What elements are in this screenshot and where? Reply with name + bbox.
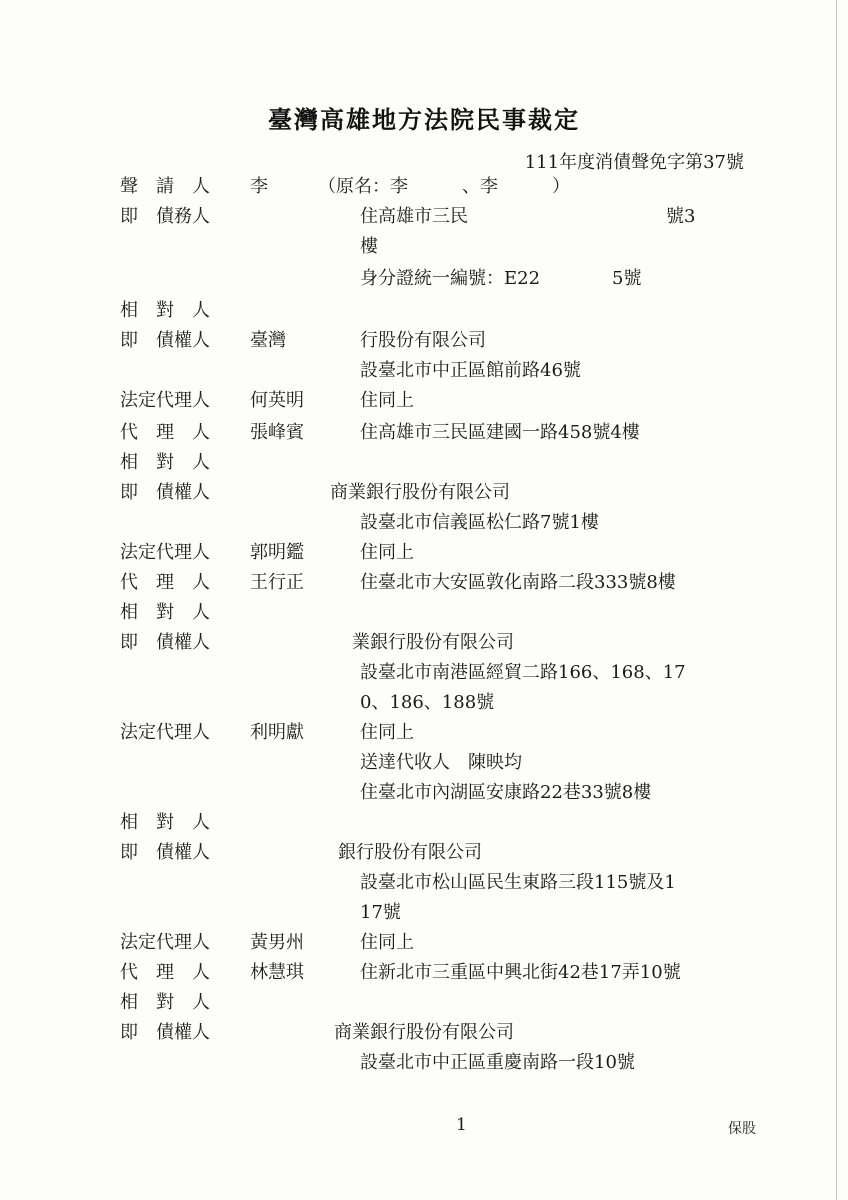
party-address: 行股份有限公司 bbox=[360, 330, 486, 351]
document-title: 臺灣高雄地方法院民事裁定 bbox=[268, 105, 580, 134]
party-row bbox=[0, 988, 848, 1018]
party-row bbox=[0, 172, 848, 202]
party-address: 樓 bbox=[360, 236, 378, 257]
party-row bbox=[0, 1018, 848, 1048]
party-row bbox=[0, 628, 848, 658]
party-role: 即 債權人 bbox=[120, 482, 210, 503]
party-address: 銀行股份有限公司 bbox=[338, 842, 482, 863]
party-row bbox=[0, 898, 848, 928]
party-role: 相 對 人 bbox=[120, 812, 210, 833]
party-address: 設臺北市信義區松仁路7號1樓 bbox=[360, 512, 599, 533]
section-label: 保股 bbox=[728, 1121, 756, 1137]
party-address: 業銀行股份有限公司 bbox=[352, 632, 514, 653]
party-role: 相 對 人 bbox=[120, 992, 210, 1013]
party-address: 住同上 bbox=[360, 542, 414, 563]
party-address: 住同上 bbox=[360, 722, 414, 743]
party-row bbox=[0, 386, 848, 416]
party-role: 法定代理人 bbox=[120, 722, 210, 743]
party-row bbox=[0, 658, 848, 688]
party-role: 代 理 人 bbox=[120, 422, 210, 443]
party-address: 設臺北市中正區館前路46號 bbox=[360, 360, 581, 381]
party-row bbox=[0, 264, 848, 294]
party-address: 0、186、188號 bbox=[360, 692, 495, 713]
party-role: 即 債權人 bbox=[120, 632, 210, 653]
party-role: 法定代理人 bbox=[120, 390, 210, 411]
case-number: 111年度消債聲免字第37號 bbox=[524, 152, 744, 173]
party-role: 代 理 人 bbox=[120, 572, 210, 593]
party-row bbox=[0, 1048, 848, 1078]
party-address: 住同上 bbox=[360, 390, 414, 411]
party-role: 相 對 人 bbox=[120, 300, 210, 321]
party-address: 商業銀行股份有限公司 bbox=[334, 1022, 514, 1043]
party-row bbox=[0, 478, 848, 508]
party-name: 郭明鑑 bbox=[250, 542, 304, 563]
party-name: 張峰賓 bbox=[250, 422, 304, 443]
party-row bbox=[0, 448, 848, 478]
party-address: （原名：李 、李 ） bbox=[318, 176, 570, 197]
party-role: 聲 請 人 bbox=[120, 176, 210, 197]
party-role: 即 債權人 bbox=[120, 842, 210, 863]
party-row bbox=[0, 718, 848, 748]
party-name: 林慧琪 bbox=[250, 962, 304, 983]
party-role: 相 對 人 bbox=[120, 452, 210, 473]
party-name: 利明獻 bbox=[250, 722, 304, 743]
party-row bbox=[0, 508, 848, 538]
party-role: 法定代理人 bbox=[120, 542, 210, 563]
party-name: 王行正 bbox=[250, 572, 304, 593]
party-address: 住新北市三重區中興北街42巷17弄10號 bbox=[360, 962, 681, 983]
party-address: 設臺北市南港區經貿二路166、168、17 bbox=[360, 662, 686, 683]
party-role: 代 理 人 bbox=[120, 962, 210, 983]
party-row bbox=[0, 688, 848, 718]
party-row bbox=[0, 296, 848, 326]
party-role: 法定代理人 bbox=[120, 932, 210, 953]
party-row bbox=[0, 202, 848, 232]
party-address: 住臺北市內湖區安康路22巷33號8樓 bbox=[360, 782, 652, 803]
party-role: 即 債權人 bbox=[120, 330, 210, 351]
party-address: 住高雄市三民 號3 bbox=[360, 206, 696, 227]
party-name: 何英明 bbox=[250, 390, 304, 411]
party-row bbox=[0, 748, 848, 778]
party-row bbox=[0, 808, 848, 838]
party-name: 臺灣 bbox=[250, 330, 286, 351]
party-address: 商業銀行股份有限公司 bbox=[330, 482, 510, 503]
party-row bbox=[0, 838, 848, 868]
party-row bbox=[0, 232, 848, 262]
party-address: 設臺北市松山區民生東路三段115號及1 bbox=[360, 872, 676, 893]
party-row bbox=[0, 326, 848, 356]
party-role: 相 對 人 bbox=[120, 602, 210, 623]
party-address: 住高雄市三民區建國一路458號4樓 bbox=[360, 422, 640, 443]
party-name: 黃男州 bbox=[250, 932, 304, 953]
party-row bbox=[0, 356, 848, 386]
party-address: 住同上 bbox=[360, 932, 414, 953]
party-row bbox=[0, 958, 848, 988]
page-number: 1 bbox=[456, 1115, 467, 1135]
party-address: 住臺北市大安區敦化南路二段333號8樓 bbox=[360, 572, 676, 593]
party-row bbox=[0, 928, 848, 958]
party-address: 送達代收人 陳映均 bbox=[360, 752, 522, 773]
party-name: 李 bbox=[250, 176, 268, 197]
party-address: 17號 bbox=[360, 902, 401, 923]
party-row bbox=[0, 418, 848, 448]
party-address: 設臺北市中正區重慶南路一段10號 bbox=[360, 1052, 635, 1073]
party-row bbox=[0, 568, 848, 598]
party-row bbox=[0, 778, 848, 808]
party-address: 身分證統一編號：E22 5號 bbox=[360, 268, 642, 289]
party-row bbox=[0, 868, 848, 898]
party-row bbox=[0, 538, 848, 568]
party-row bbox=[0, 598, 848, 628]
party-role: 即 債務人 bbox=[120, 206, 210, 227]
party-role: 即 債權人 bbox=[120, 1022, 210, 1043]
